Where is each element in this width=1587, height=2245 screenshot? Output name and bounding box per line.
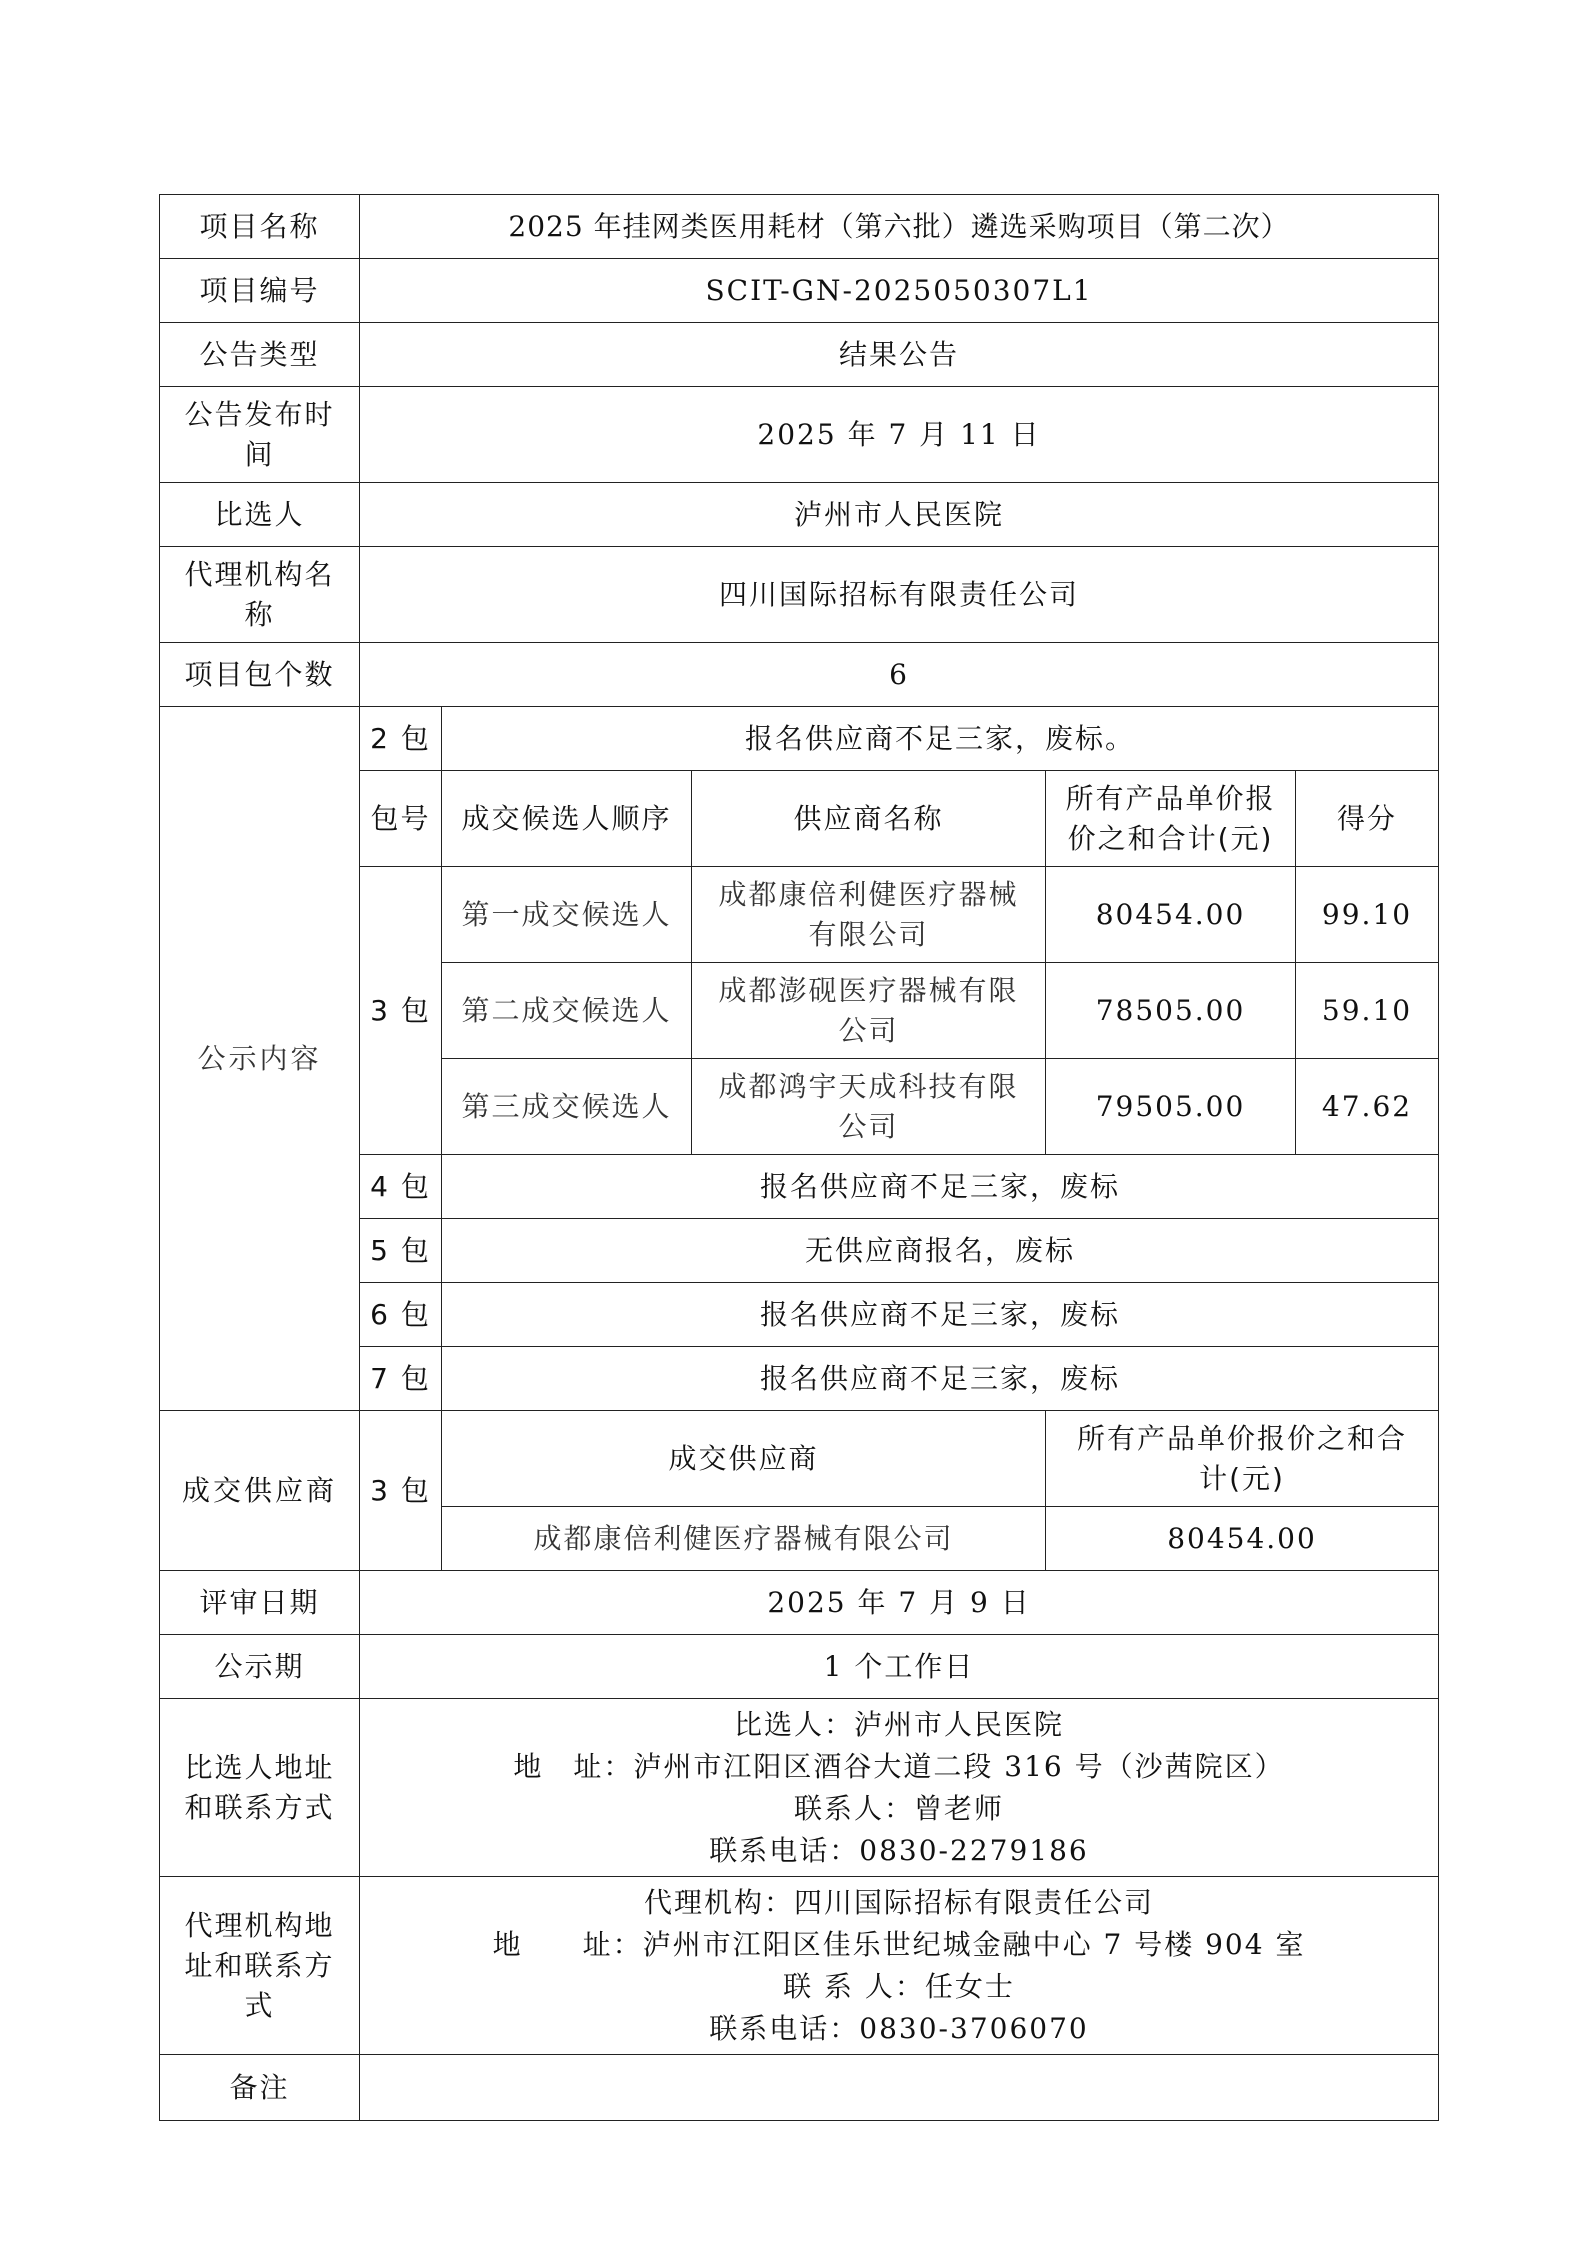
candidate-supplier [692, 963, 1046, 1059]
agency-contact-address: 地 址：泸州市江阳区佳乐世纪城金融中心 7 号楼 904 室 [492, 1927, 1306, 1961]
notice-type-value: 结果公告 [360, 323, 1439, 387]
header-total-price-line1: 所有产品单价报 [1065, 781, 1276, 815]
package-6-status: 报名供应商不足三家，废标 [442, 1283, 1439, 1347]
project-name-value: 2025 年挂网类医用耗材（第六批）遴选采购项目（第二次） [360, 195, 1439, 259]
candidate-supplier [692, 1059, 1046, 1155]
agency-value: 四川国际招标有限责任公司 [360, 547, 1439, 643]
winner-package-number: 3 包 [360, 1411, 442, 1571]
row-package-count [160, 643, 1439, 707]
project-code-value: SCIT-GN-2025050307L1 [360, 259, 1439, 323]
agency-contact-label-line2: 址和联系方 [184, 1948, 335, 1982]
package-3-number: 3 包 [360, 867, 442, 1155]
candidate-order: 第三成交候选人 [442, 1059, 692, 1155]
agency-contact-person: 联 系 人：任女士 [783, 1969, 1015, 2003]
winner-price: 80454.00 [1046, 1507, 1439, 1571]
row-selector-contact [160, 1699, 1439, 1877]
publish-time-label [160, 387, 360, 483]
candidate-score: 99.10 [1296, 867, 1439, 963]
row-package-2 [160, 707, 1439, 771]
package-6-number: 6 包 [360, 1283, 442, 1347]
package-count-value: 6 [360, 643, 1439, 707]
notice-type-label: 公告类型 [160, 323, 360, 387]
candidate-order: 第一成交候选人 [442, 867, 692, 963]
selector-contact-label-line2: 和联系方式 [184, 1790, 335, 1824]
project-name-label: 项目名称 [160, 195, 360, 259]
selector-contact-details [360, 1699, 1439, 1877]
project-code-label: 项目编号 [160, 259, 360, 323]
candidate-supplier-line1: 成都康倍利健医疗器械 [718, 877, 1019, 911]
row-project-name [160, 195, 1439, 259]
announcement-table [159, 194, 1439, 2121]
candidate-price: 79505.00 [1046, 1059, 1296, 1155]
selector-label: 比选人 [160, 483, 360, 547]
header-package-number: 包号 [360, 771, 442, 867]
publicity-period-value: 1 个工作日 [360, 1635, 1439, 1699]
selector-contact-person: 联系人：曾老师 [794, 1791, 1005, 1825]
selector-contact-name: 比选人：泸州市人民医院 [734, 1707, 1065, 1741]
agency-label-line2: 称 [244, 597, 275, 631]
winner-price-header-line1: 所有产品单价报价之和合 [1077, 1421, 1408, 1455]
candidate-order: 第二成交候选人 [442, 963, 692, 1059]
candidate-supplier-line1: 成都澎砚医疗器械有限 [718, 973, 1019, 1007]
row-project-code [160, 259, 1439, 323]
agency-contact-phone: 联系电话：0830-3706070 [709, 2011, 1089, 2045]
package-7-status: 报名供应商不足三家，废标 [442, 1347, 1439, 1411]
agency-contact-label-line1: 代理机构地 [184, 1908, 335, 1942]
remarks-label: 备注 [160, 2055, 360, 2121]
row-remarks [160, 2055, 1439, 2121]
publicity-period-label: 公示期 [160, 1635, 360, 1699]
agency-label-line1: 代理机构名 [184, 557, 335, 591]
agency-contact-label-line3: 式 [244, 1988, 275, 2022]
package-4-status: 报名供应商不足三家，废标 [442, 1155, 1439, 1219]
selector-contact-label [160, 1699, 360, 1877]
winner-price-header [1046, 1411, 1439, 1507]
review-date-label: 评审日期 [160, 1571, 360, 1635]
candidate-supplier-line1: 成都鸿宇天成科技有限 [718, 1069, 1019, 1103]
winner-supplier: 成都康倍利健医疗器械有限公司 [442, 1507, 1046, 1571]
disclosure-label: 公示内容 [160, 707, 360, 1411]
candidate-supplier-line2: 有限公司 [808, 917, 929, 951]
candidate-price: 78505.00 [1046, 963, 1296, 1059]
agency-label [160, 547, 360, 643]
agency-contact-label [160, 1877, 360, 2055]
row-publish-time [160, 387, 1439, 483]
winner-price-header-line2: 计(元) [1199, 1461, 1285, 1495]
header-candidate-order: 成交候选人顺序 [442, 771, 692, 867]
remarks-value [360, 2055, 1439, 2121]
row-agency [160, 547, 1439, 643]
package-4-number: 4 包 [360, 1155, 442, 1219]
candidate-supplier [692, 867, 1046, 963]
publish-time-value: 2025 年 7 月 11 日 [360, 387, 1439, 483]
candidate-price: 80454.00 [1046, 867, 1296, 963]
review-date-value: 2025 年 7 月 9 日 [360, 1571, 1439, 1635]
package-5-number: 5 包 [360, 1219, 442, 1283]
package-2-number: 2 包 [360, 707, 442, 771]
row-notice-type [160, 323, 1439, 387]
selector-value: 泸州市人民医院 [360, 483, 1439, 547]
agency-contact-name: 代理机构：四川国际招标有限责任公司 [644, 1885, 1155, 1919]
candidate-supplier-line2: 公司 [838, 1109, 899, 1143]
header-total-price [1046, 771, 1296, 867]
package-7-number: 7 包 [360, 1347, 442, 1411]
selector-contact-label-line1: 比选人地址 [184, 1750, 335, 1784]
row-agency-contact [160, 1877, 1439, 2055]
selector-contact-phone: 联系电话：0830-2279186 [709, 1833, 1089, 1867]
package-2-status: 报名供应商不足三家，废标。 [442, 707, 1439, 771]
selector-contact-address: 地 址：泸州市江阳区酒谷大道二段 316 号（沙茜院区） [513, 1749, 1285, 1783]
publish-time-label-line2: 间 [244, 437, 275, 471]
candidate-score: 47.62 [1296, 1059, 1439, 1155]
agency-contact-details [360, 1877, 1439, 2055]
candidate-supplier-line2: 公司 [838, 1013, 899, 1047]
row-review-date [160, 1571, 1439, 1635]
package-5-status: 无供应商报名，废标 [442, 1219, 1439, 1283]
winner-supplier-header: 成交供应商 [442, 1411, 1046, 1507]
winner-label: 成交供应商 [160, 1411, 360, 1571]
header-supplier-name: 供应商名称 [692, 771, 1046, 867]
package-count-label: 项目包个数 [160, 643, 360, 707]
row-winner-header [160, 1411, 1439, 1507]
header-score: 得分 [1296, 771, 1439, 867]
header-total-price-line2: 价之和合计(元) [1067, 821, 1274, 855]
row-selector [160, 483, 1439, 547]
row-publicity-period [160, 1635, 1439, 1699]
publish-time-label-line1: 公告发布时 [184, 397, 335, 431]
candidate-score: 59.10 [1296, 963, 1439, 1059]
